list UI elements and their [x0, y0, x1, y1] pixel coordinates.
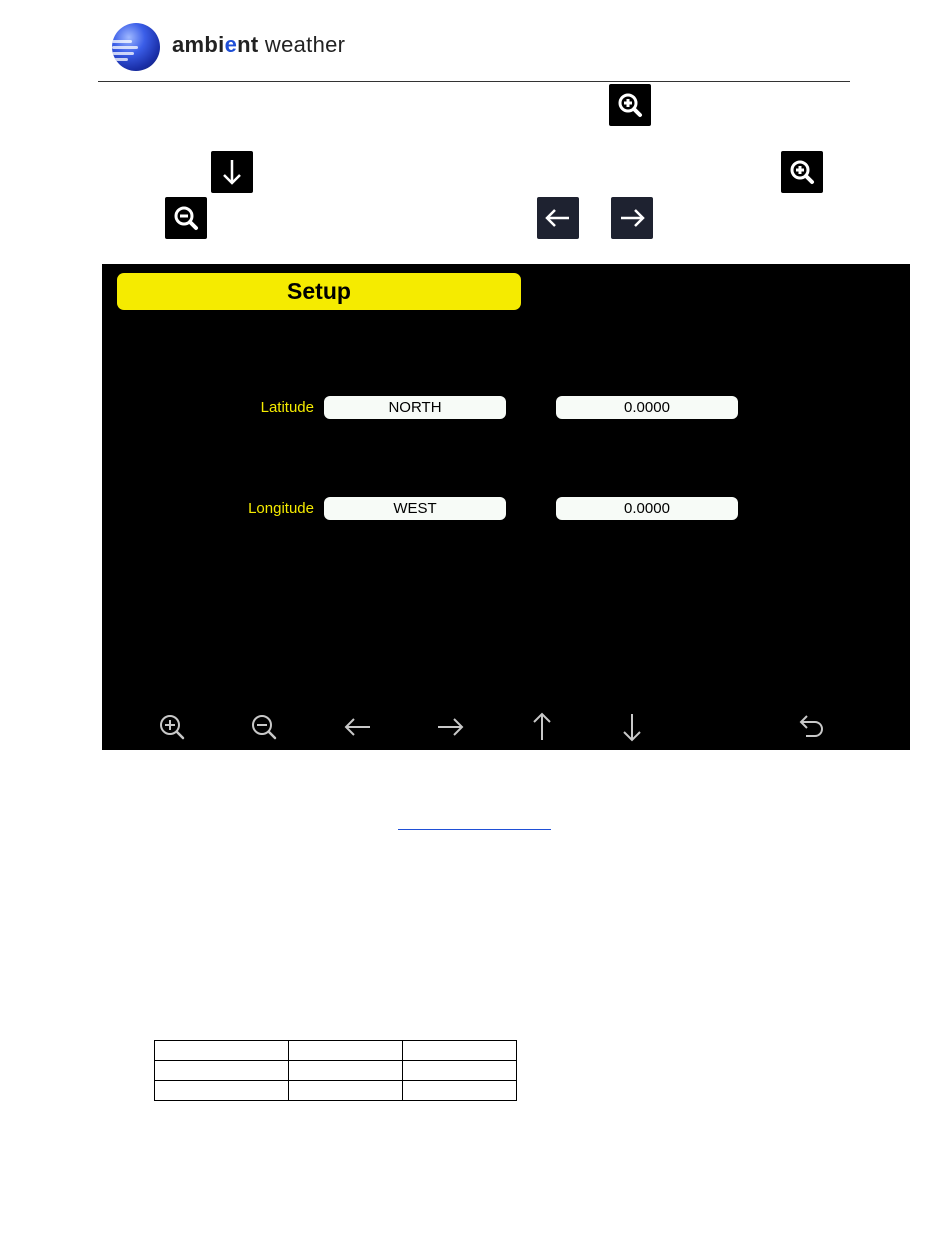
brand-name: ambient weather — [172, 32, 346, 57]
table-row — [155, 1061, 517, 1081]
hyperlink[interactable] — [398, 829, 551, 830]
arrow-left-icon — [537, 197, 579, 239]
data-table — [154, 1040, 517, 1101]
table-row — [155, 1041, 517, 1061]
latitude-label: Latitude — [260, 399, 314, 416]
arrow-right-icon — [611, 197, 653, 239]
zoom-in-icon — [781, 151, 823, 193]
zoom-in-button[interactable] — [155, 710, 189, 744]
arrow-left-icon — [341, 710, 375, 744]
return-button[interactable] — [794, 710, 828, 744]
ambient-weather-logo-icon — [112, 23, 160, 71]
arrow-up-icon — [525, 710, 559, 744]
zoom-in-icon — [609, 84, 651, 126]
table-row — [155, 1081, 517, 1101]
arrow-down-icon — [615, 710, 649, 744]
arrow-right-button[interactable] — [433, 710, 467, 744]
header-divider — [98, 81, 850, 82]
arrow-up-button[interactable] — [525, 710, 559, 744]
console-screen — [102, 264, 910, 750]
zoom-out-icon — [165, 197, 207, 239]
arrow-left-button[interactable] — [341, 710, 375, 744]
longitude-value-field[interactable]: 0.0000 — [556, 497, 738, 520]
screen-title: Setup — [117, 273, 521, 310]
arrow-right-icon — [433, 710, 467, 744]
zoom-in-icon — [155, 710, 189, 744]
latitude-value-field[interactable]: 0.0000 — [556, 396, 738, 419]
longitude-label: Longitude — [248, 500, 314, 517]
latitude-direction-field[interactable]: NORTH — [324, 396, 506, 419]
longitude-direction-field[interactable]: WEST — [324, 497, 506, 520]
zoom-out-button[interactable] — [247, 710, 281, 744]
return-icon — [794, 710, 828, 744]
zoom-out-icon — [247, 710, 281, 744]
arrow-down-button[interactable] — [615, 710, 649, 744]
arrow-down-icon — [211, 151, 253, 193]
